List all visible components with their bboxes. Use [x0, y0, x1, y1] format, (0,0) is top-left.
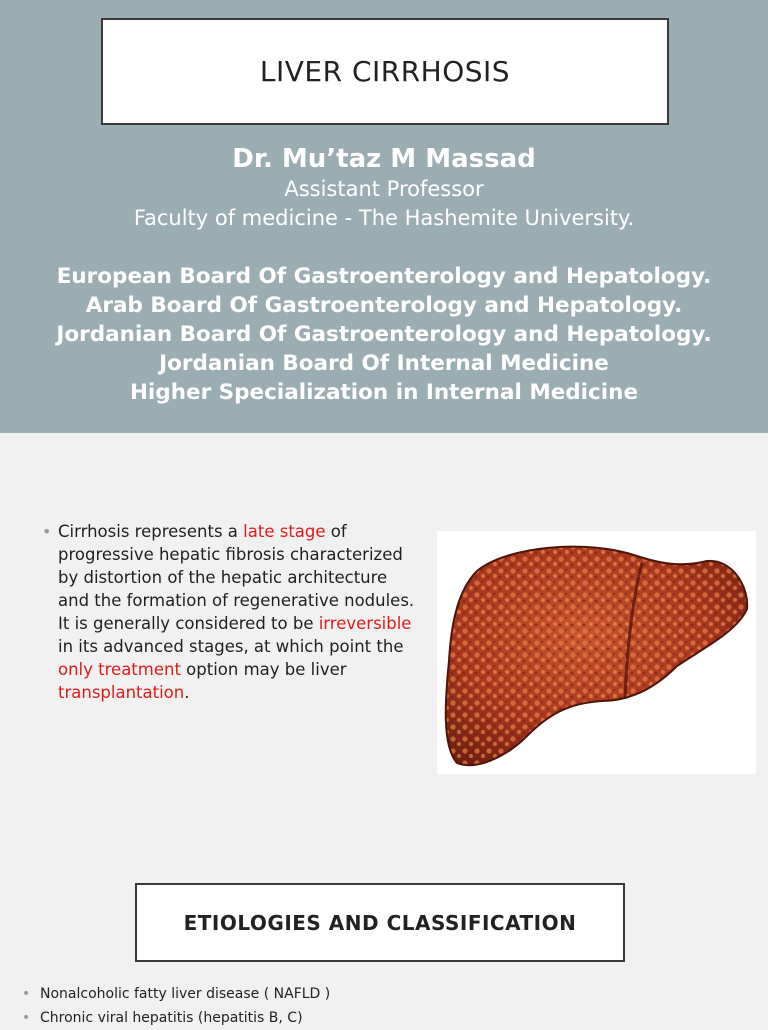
- board-line: European Board Of Gastroenterology and Hepatology.: [56, 264, 712, 289]
- definition-slide: [0, 433, 768, 853]
- board-line: Arab Board Of Gastroenterology and Hepatology.: [85, 293, 683, 318]
- section-heading-box: [135, 883, 625, 962]
- board-line: Higher Specialization in Internal Medicine: [129, 380, 639, 405]
- etiology-list: [22, 982, 330, 1030]
- highlight-irreversible: irreversible: [318, 614, 412, 633]
- author-position: Assistant Professor: [284, 177, 484, 201]
- slide-title: LIVER CIRRHOSIS: [259, 55, 511, 88]
- list-item: [22, 982, 330, 1006]
- text-segment: in its advanced stages, at which point the: [58, 637, 404, 656]
- definition-bullet: [42, 520, 422, 704]
- board-line: Jordanian Board Of Gastroenterology and Hepatology.: [56, 322, 712, 347]
- section-heading: ETIOLOGIES AND CLASSIFICATION: [183, 910, 577, 935]
- cirrhotic-liver-icon: [437, 531, 756, 774]
- author-affiliation: Faculty of medicine - The Hashemite University.: [133, 206, 635, 230]
- highlight-transplantation: transplantation: [58, 683, 185, 702]
- board-certifications: [0, 262, 768, 407]
- highlight-only-treatment: only treatment: [58, 660, 181, 679]
- text-segment: option may be liver: [180, 660, 347, 679]
- author-block: [0, 143, 768, 233]
- bullet-dot-icon: •: [22, 1010, 31, 1026]
- highlight-late-stage: late stage: [243, 522, 326, 541]
- liver-image: [437, 531, 756, 774]
- definition-text: [42, 520, 422, 704]
- list-item-text: Chronic viral hepatitis (hepatitis B, C): [40, 1010, 303, 1026]
- bullet-dot-icon: •: [22, 986, 31, 1002]
- bullet-dot-icon: •: [42, 522, 52, 541]
- author-name: Dr. Mu’taz M Massad: [232, 144, 536, 174]
- title-box: [101, 18, 669, 125]
- list-item: [22, 1006, 330, 1030]
- text-segment: .: [184, 683, 190, 702]
- list-item-text: Nonalcoholic fatty liver disease ( NAFLD ): [40, 986, 331, 1002]
- title-slide: [0, 0, 768, 433]
- board-line: Jordanian Board Of Internal Medicine: [159, 351, 609, 376]
- text-segment: Cirrhosis represents a: [58, 522, 244, 541]
- text-segment: of progressive hepatic fibrosis characterized by distortion of the hepatic architecture and the formation of regenerative nodules. It is generally considered to be: [58, 522, 415, 633]
